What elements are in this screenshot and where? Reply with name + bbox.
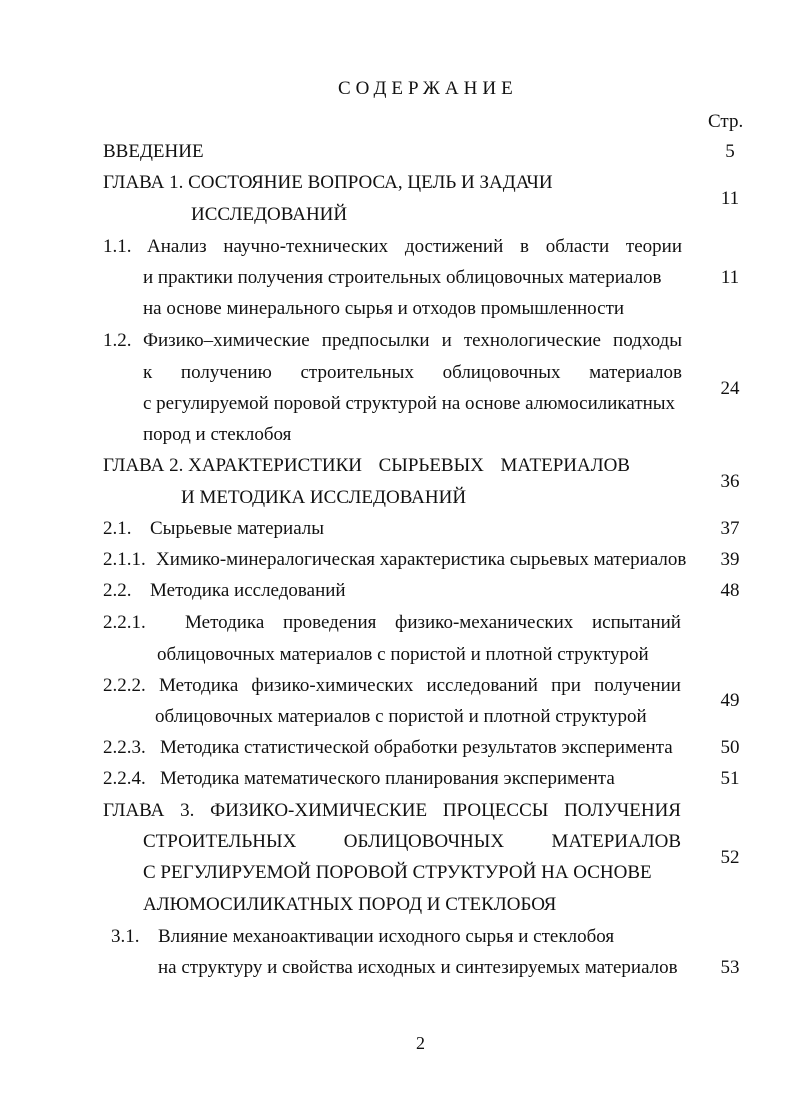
word: в	[519, 236, 529, 257]
word: подходы	[613, 330, 682, 351]
toc-page-chapter-3: 52	[720, 847, 740, 868]
word: исследований	[426, 675, 538, 696]
word: получению	[180, 362, 272, 383]
word: СТРОИТЕЛЬНЫХ	[143, 831, 297, 852]
word: теории	[625, 236, 682, 257]
toc-entry-chapter-3[interactable]	[103, 801, 681, 820]
word: научно-технических	[223, 236, 389, 257]
toc-entry-3-1-line2: на структуру и свойства исходных и синтезируемых материалов	[158, 957, 678, 978]
toc-number-2-1-1: 2.1.1.	[103, 549, 146, 570]
word: ПОЛУЧЕНИЯ	[564, 800, 681, 821]
word: ПРОЦЕССЫ	[442, 800, 549, 821]
word: СЫРЬЕВЫХ	[378, 455, 484, 476]
word: облицовочных	[442, 362, 561, 383]
toc-entry-chapter-1-line2: ИССЛЕДОВАНИЙ	[191, 204, 348, 225]
word: при	[551, 675, 581, 696]
toc-page-3-1: 53	[720, 957, 740, 978]
word: МАТЕРИАЛОВ	[551, 831, 681, 852]
word: получении	[594, 675, 681, 696]
toc-page-1-1: 11	[720, 267, 740, 288]
toc-entry-chapter-2-line2: И МЕТОДИКА ИССЛЕДОВАНИЙ	[181, 487, 467, 508]
toc-entry-chapter-2[interactable]	[103, 456, 630, 475]
word: предпосылки	[321, 330, 430, 351]
word: физико-механических	[395, 612, 574, 633]
toc-entry-2-2-4[interactable]: Методика математического планирования эксперимента	[160, 768, 615, 789]
word: физико-химических	[251, 675, 414, 696]
toc-page-chapter-1: 11	[720, 188, 740, 209]
toc-page-2-2-3: 50	[720, 737, 740, 758]
toc-entry-1-1[interactable]	[147, 237, 682, 256]
toc-page-2-1-1: 39	[720, 549, 740, 570]
toc-entry-1-1-line2: и практики получения строительных облицовочных материалов	[143, 267, 662, 288]
toc-entry-2-2-3[interactable]: Методика статистической обработки результатов эксперимента	[160, 737, 673, 758]
toc-entry-3-1[interactable]: Влияние механоактивации исходного сырья и стеклобоя	[158, 926, 615, 947]
toc-entry-1-2-line4: пород и стеклобоя	[143, 424, 292, 445]
toc-number-2-2-3: 2.2.3.	[103, 737, 146, 758]
toc-number-1-2: 1.2.	[103, 330, 132, 351]
word: достижений	[404, 236, 504, 257]
word: ОБЛИЦОВОЧНЫХ	[343, 831, 505, 852]
word: ГЛАВА	[103, 800, 165, 821]
toc-entry-2-2-1[interactable]	[185, 613, 681, 632]
toc-number-2-2-4: 2.2.4.	[103, 768, 146, 789]
toc-entry-2-1-1[interactable]: Химико-минералогическая характеристика сырьевых материалов	[156, 549, 687, 570]
word: к	[143, 362, 153, 383]
word: проведения	[282, 612, 377, 633]
word: испытаний	[591, 612, 681, 633]
word: ФИЗИКО-ХИМИЧЕСКИЕ	[210, 800, 428, 821]
toc-number-3-1: 3.1.	[111, 926, 140, 947]
word: Методика	[159, 675, 239, 696]
toc-page-2-1: 37	[720, 518, 740, 539]
toc-entry-1-2-line2	[143, 363, 682, 382]
word: Методика	[185, 612, 265, 633]
toc-entry-2-2-2-line2: облицовочных материалов с пористой и плотной структурой	[155, 706, 647, 727]
toc-number-1-1: 1.1.	[103, 236, 132, 257]
toc-entry-2-2-1-line2: облицовочных материалов с пористой и плотной структурой	[157, 644, 649, 665]
page-title: СОДЕРЖАНИЕ	[338, 78, 518, 99]
word: области	[545, 236, 610, 257]
toc-entry-chapter-3-line3: С РЕГУЛИРУЕМОЙ ПОРОВОЙ СТРУКТУРОЙ НА ОСНОВЕ	[143, 862, 652, 883]
word: строительных	[300, 362, 414, 383]
toc-number-2-2: 2.2.	[103, 580, 132, 601]
toc-entry-2-2[interactable]: Методика исследований	[150, 580, 346, 601]
word: Физико–химические	[143, 330, 310, 351]
page-column-header: Стр.	[708, 111, 744, 132]
word: 3.	[180, 800, 195, 821]
word: МАТЕРИАЛОВ	[500, 455, 630, 476]
toc-entry-1-2[interactable]	[143, 331, 682, 350]
toc-page-2-2-4: 51	[720, 768, 740, 789]
toc-entry-1-2-line3: с регулируемой поровой структурой на основе алюмосиликатных	[143, 393, 676, 414]
toc-entry-chapter-1[interactable]: ГЛАВА 1. СОСТОЯНИЕ ВОПРОСА, ЦЕЛЬ И ЗАДАЧИ	[103, 172, 553, 193]
word: и	[441, 330, 452, 351]
toc-page-2-2-2: 49	[720, 690, 740, 711]
toc-page-chapter-2: 36	[720, 471, 740, 492]
word: материалов	[589, 362, 682, 383]
toc-page-1-2: 24	[720, 378, 740, 399]
toc-entry-2-1[interactable]: Сырьевые материалы	[150, 518, 325, 539]
word: Анализ	[147, 236, 207, 257]
toc-number-2-2-2: 2.2.2.	[103, 675, 146, 696]
toc-number-2-2-1: 2.2.1.	[103, 612, 146, 633]
toc-page-intro: 5	[725, 141, 735, 162]
toc-page-2-2: 48	[720, 580, 740, 601]
toc-entry-chapter-3-line4: АЛЮМОСИЛИКАТНЫХ ПОРОД И СТЕКЛОБОЯ	[143, 894, 557, 915]
footer-page-number: 2	[416, 1033, 425, 1053]
word: технологические	[463, 330, 601, 351]
toc-number-2-1: 2.1.	[103, 518, 132, 539]
word: ГЛАВА 2. ХАРАКТЕРИСТИКИ	[103, 455, 362, 476]
toc-entry-chapter-3-line2	[143, 832, 681, 851]
toc-entry-intro[interactable]: ВВЕДЕНИЕ	[103, 141, 204, 162]
toc-entry-1-1-line3: на основе минерального сырья и отходов промышленности	[143, 298, 625, 319]
toc-entry-2-2-2[interactable]	[159, 676, 681, 695]
